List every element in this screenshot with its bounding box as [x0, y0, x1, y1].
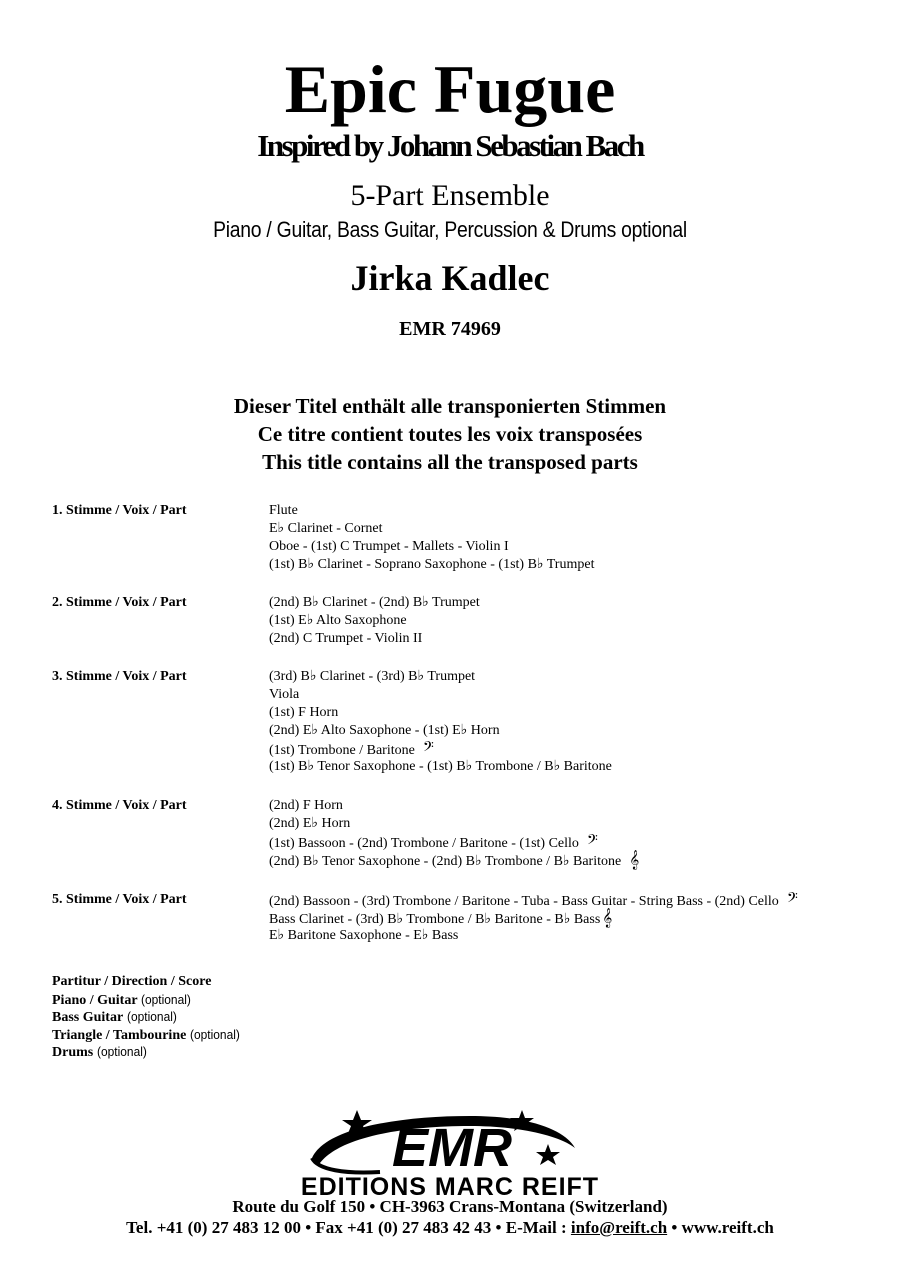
- part-instrument-line: E♭ Clarinet - Cornet: [269, 521, 383, 536]
- extra-part-piano: [52, 991, 244, 1009]
- notice-french: Ce titre contient toutes les voix transposées: [257, 422, 643, 446]
- notice-english: This title contains all the transposed parts: [262, 450, 638, 474]
- part-instrument-line: (3rd) B♭ Clarinet - (3rd) B♭ Trumpet: [269, 669, 476, 684]
- extra-part-bass-guitar: [52, 1008, 244, 1026]
- part-instrument-line-with-clef: [269, 909, 798, 927]
- composer-name: Jirka Kadlec: [350, 258, 550, 298]
- part-label: 3. Stimme / Voix / Part: [52, 669, 187, 684]
- extra-part-name: Partitur / Direction / Score: [52, 974, 212, 989]
- optional-note: (optional): [126, 1009, 177, 1024]
- part-instrument-line: (1st) Bassoon - (2nd) Trombone / Baritone - (1st) Cello: [269, 836, 579, 851]
- part-instrument-line: Viola: [269, 687, 300, 702]
- additional-parts-list: [52, 973, 244, 1061]
- part-instrument-line: (1st) F Horn: [269, 705, 339, 720]
- extra-part-triangle: [52, 1026, 244, 1044]
- extra-part-drums: [52, 1043, 244, 1061]
- catalog-number: EMR 74969: [399, 318, 501, 340]
- part-instrument-line: (1st) B♭ Clarinet - Soprano Saxophone - (1st) B♭ Trumpet: [269, 557, 595, 572]
- part-instrument-line: (1st) E♭ Alto Saxophone: [269, 613, 407, 628]
- part-instrument-list: [269, 502, 594, 574]
- part-instrument-line: (1st) Trombone / Baritone: [269, 743, 415, 758]
- part-instrument-list: [269, 668, 612, 776]
- part-instrument-list: [269, 891, 798, 945]
- extra-part-score: [52, 973, 244, 991]
- part-instrument-line: Bass Clarinet - (3rd) B♭ Trombone / B♭ Baritone - B♭ Bass: [269, 912, 601, 927]
- extra-part-name: Piano / Guitar: [52, 992, 138, 1008]
- optional-note: (optional): [96, 1044, 147, 1059]
- email-link[interactable]: info@reift.ch: [570, 1218, 668, 1237]
- part-label: 4. Stimme / Voix / Part: [52, 798, 187, 813]
- extra-part-name: Bass Guitar: [52, 1010, 124, 1025]
- publisher-address: Route du Golf 150 • CH-3963 Crans-Montana (Switzerland): [232, 1197, 668, 1216]
- part-instrument-line: (2nd) Bassoon - (3rd) Trombone / Baritone - Tuba - Bass Guitar - String Bass - (2nd) Cello: [269, 894, 779, 909]
- ensemble-type: 5-Part Ensemble: [350, 179, 550, 212]
- part-instrument-line: (1st) B♭ Tenor Saxophone - (1st) B♭ Trombone / B♭ Baritone: [269, 759, 612, 774]
- part-instrument-line: (2nd) E♭ Alto Saxophone - (1st) E♭ Horn: [269, 723, 500, 738]
- part-instrument-line: (2nd) F Horn: [269, 798, 343, 813]
- extra-part-name: Triangle / Tambourine: [52, 1027, 187, 1043]
- part-instrument-line: (2nd) C Trumpet - Violin II: [269, 631, 423, 646]
- part-instrument-line: (2nd) B♭ Clarinet - (2nd) B♭ Trumpet: [269, 595, 480, 610]
- treble-clef-icon: 𝄞: [629, 850, 640, 869]
- transposed-parts-notice: [0, 392, 900, 476]
- part-instrument-line: (2nd) B♭ Tenor Saxophone - (2nd) B♭ Trombone / B♭ Baritone: [269, 854, 622, 869]
- part-label: 2. Stimme / Voix / Part: [52, 595, 187, 610]
- bass-clef-icon: 𝄢: [586, 832, 598, 851]
- notice-german: Dieser Titel enthält alle transponierten Stimmen: [233, 394, 667, 418]
- bass-clef-icon: 𝄢: [422, 739, 434, 758]
- score-title: Epic Fugue: [284, 51, 616, 127]
- logo-text: EMR: [392, 1118, 512, 1178]
- publisher-contact: [0, 1217, 900, 1239]
- part-instrument-list: [269, 594, 480, 648]
- part-instrument-line-with-clef: [269, 851, 639, 869]
- part-instrument-line-with-clef: [269, 833, 639, 851]
- extra-part-name: Drums: [52, 1045, 94, 1060]
- score-subtitle: Inspired by Johann Sebastian Bach: [257, 128, 643, 163]
- optional-note: (optional): [141, 991, 191, 1007]
- contact-phone-fax: Tel. +41 (0) 27 483 12 00 • Fax +41 (0) 27 483 42 43 • E-Mail :: [126, 1218, 571, 1237]
- part-instrument-list: [269, 797, 639, 869]
- part-instrument-line: (2nd) E♭ Horn: [269, 816, 351, 831]
- treble-clef-icon: 𝄞: [602, 908, 613, 927]
- instrumentation: Piano / Guitar, Bass Guitar, Percussion & Drums optional: [213, 217, 687, 242]
- contact-website[interactable]: • www.reift.ch: [667, 1218, 774, 1237]
- star-icon: [536, 1144, 560, 1165]
- part-instrument-line: E♭ Baritone Saxophone - E♭ Bass: [269, 928, 459, 943]
- part-label: 5. Stimme / Voix / Part: [52, 892, 187, 907]
- part-instrument-line: Flute: [269, 503, 298, 518]
- publisher-name: EDITIONS MARC REIFT: [300, 1173, 600, 1201]
- part-instrument-line-with-clef: [269, 740, 612, 758]
- optional-note: (optional): [189, 1026, 240, 1042]
- bass-clef-icon: 𝄢: [786, 890, 798, 909]
- part-instrument-line: Oboe - (1st) C Trumpet - Mallets - Violin I: [269, 539, 509, 554]
- part-instrument-line-with-clef: [269, 891, 798, 909]
- part-label: 1. Stimme / Voix / Part: [52, 503, 187, 518]
